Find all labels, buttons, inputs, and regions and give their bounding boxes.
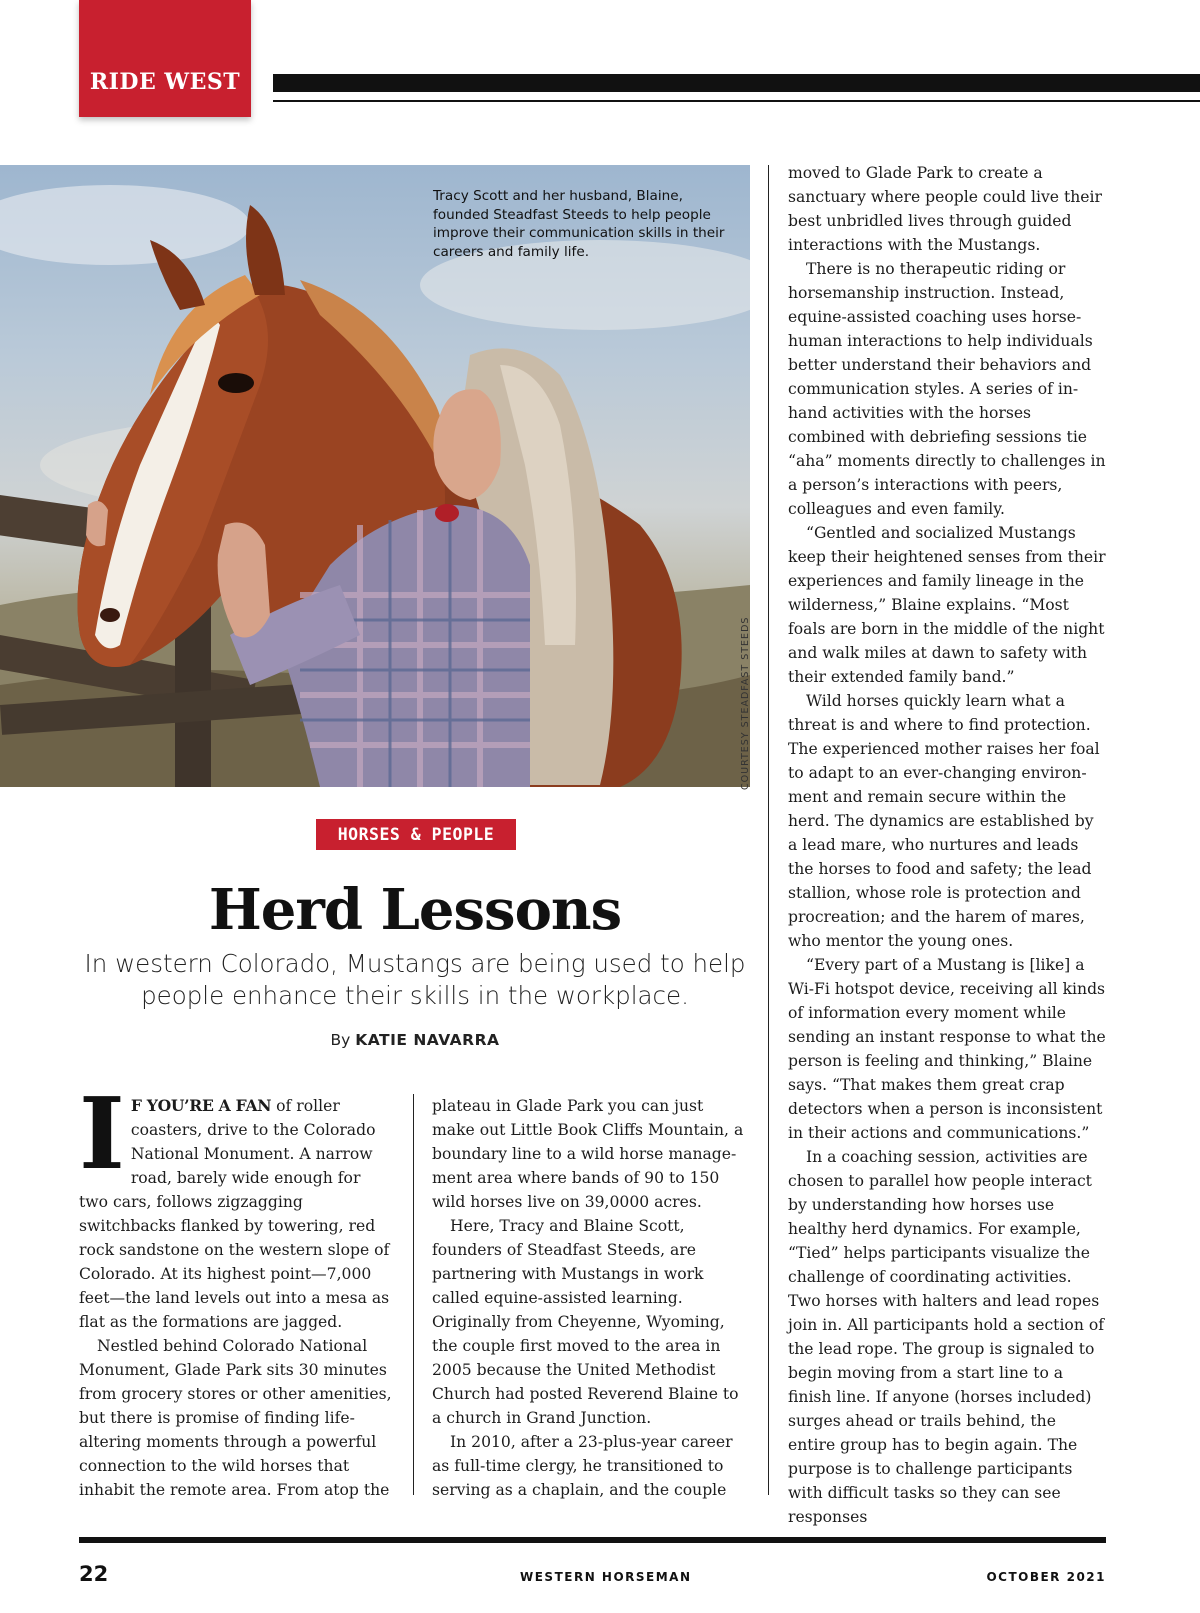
paragraph: Here, Tracy and Blaine Scott, founders of Steadfast Steeds, are partnering with Mustangs in work called equine-assisted learning. Originally from Cheyenne, Wyoming, the couple first moved to the area in 2005 because the United Methodist Church had posted Reverend Blaine to a church in Grand Junction. (432, 1217, 739, 1427)
paragraph (79, 1077, 394, 1334)
byline-prefix: By (330, 1031, 351, 1049)
byline (80, 1031, 750, 1049)
photo-credit: COURTESY STEADFAST STEEDS (740, 616, 751, 790)
column-divider (768, 165, 769, 1495)
paragraph: moved to Glade Park to create a sanctuary where people could live their best unbridled lives through guided interactions with the Mustangs. (788, 164, 1102, 254)
paragraph: In 2010, after a 23-plus-year career as full-time clergy, he transitioned to serving as a chaplain, and the couple (432, 1433, 733, 1499)
body-column-3 (788, 161, 1106, 1529)
header-rule-thin (273, 100, 1200, 102)
footer-rule (79, 1537, 1106, 1543)
byline-author: KATIE NAVARRA (355, 1031, 500, 1049)
paragraph: In a coaching session, activities are chosen to parallel how people interact by understanding how horses use healthy herd dynamics. For example, “Tied” helps participants visualize the challenge of coordinating activities. Two horses with halters and lead ropes join in. All participants hold a section of the lead rope. The group is signaled to begin moving from a start line to a finish line. If anyone (horses included) surges ahead or trails behind, the entire group has to begin again. The purpose is to challenge participants with difficult tasks so they can see responses (788, 1148, 1104, 1526)
drop-cap: I (79, 1077, 125, 1192)
page-number: 22 (79, 1562, 109, 1586)
body-column-1 (79, 1077, 394, 1502)
headline: Herd Lessons (208, 877, 622, 943)
lead-in: F YOU’RE A FAN (130, 1096, 272, 1115)
kicker-badge: HORSES & PEOPLE (316, 819, 516, 850)
photo-caption: Tracy Scott and her husband, Blaine, founded Steadfast Steeds to help people improve their communication skills in their careers and family life. (433, 188, 725, 260)
paragraph: Wild horses quickly learn what a threat is and where to find protection. The experienced mother raises her foal to adapt to an ever-changing environment and remain secure within the herd. The dynamics are established by a lead mare, who nurtures and leads the horses to food and safety; the lead stallion, whose role is protection and procreation; and the harem of mares, who mentor the young ones. (788, 692, 1100, 950)
column-divider (413, 1094, 414, 1495)
header-rule (273, 74, 1200, 92)
body-column-2 (432, 1094, 750, 1502)
issue-date: OCTOBER 2021 (986, 1570, 1106, 1584)
section-tab: RIDE WEST (79, 0, 251, 117)
dek: In western Colorado, Mustangs are being used to help people enhance their skills in the workplace. (84, 949, 746, 1010)
publication-name: WESTERN HORSEMAN (520, 1570, 692, 1584)
paragraph: Nestled behind Colorado National Monument, Glade Park sits 30 minutes from grocery stores or other amenities, but there is promise of finding life-altering moments through a powerful connection to the wild horses that inhabit the remote area. From atop the (79, 1337, 392, 1499)
paragraph: “Gentled and socialized Mustangs keep their heightened senses from their experiences and family lineage in the wilderness,” Blaine explains. “Most foals are born in the middle of the night and walk miles at dawn to safety with their extended family band.” (788, 524, 1106, 686)
paragraph-text: of roller coasters, drive to the Colorado National Monument. A narrow road, barely wide enough for two cars, follows zigzagging switchbacks flanked by towering, red rock sandstone on the western slope of Colorado. At its highest point—7,000 feet—the land levels out into a mesa as flat as the formations are jagged. (79, 1097, 390, 1331)
paragraph: There is no therapeutic riding or horsemanship instruction. Instead, equine-assisted coaching uses horse-human interactions to help individuals better understand their behaviors and communication styles. A series of in-hand activities with the horses combined with debriefing sessions tie “aha” moments directly to challenges in a person’s interactions with peers, colleagues and even family. (788, 260, 1106, 518)
paragraph: “Every part of a Mustang is [like] a Wi-Fi hotspot device, receiving all kinds of information every moment while sending an instant response to what the person is feeling and thinking,” Blaine says. “That makes them great crap detectors when a person is inconsistent in their actions and communications.” (788, 956, 1106, 1142)
paragraph: plateau in Glade Park you can just make out Little Book Cliffs Mountain, a boundary line to a wild horse management area where bands of 90 to 150 wild horses live on 39,0000 acres. (432, 1097, 744, 1211)
